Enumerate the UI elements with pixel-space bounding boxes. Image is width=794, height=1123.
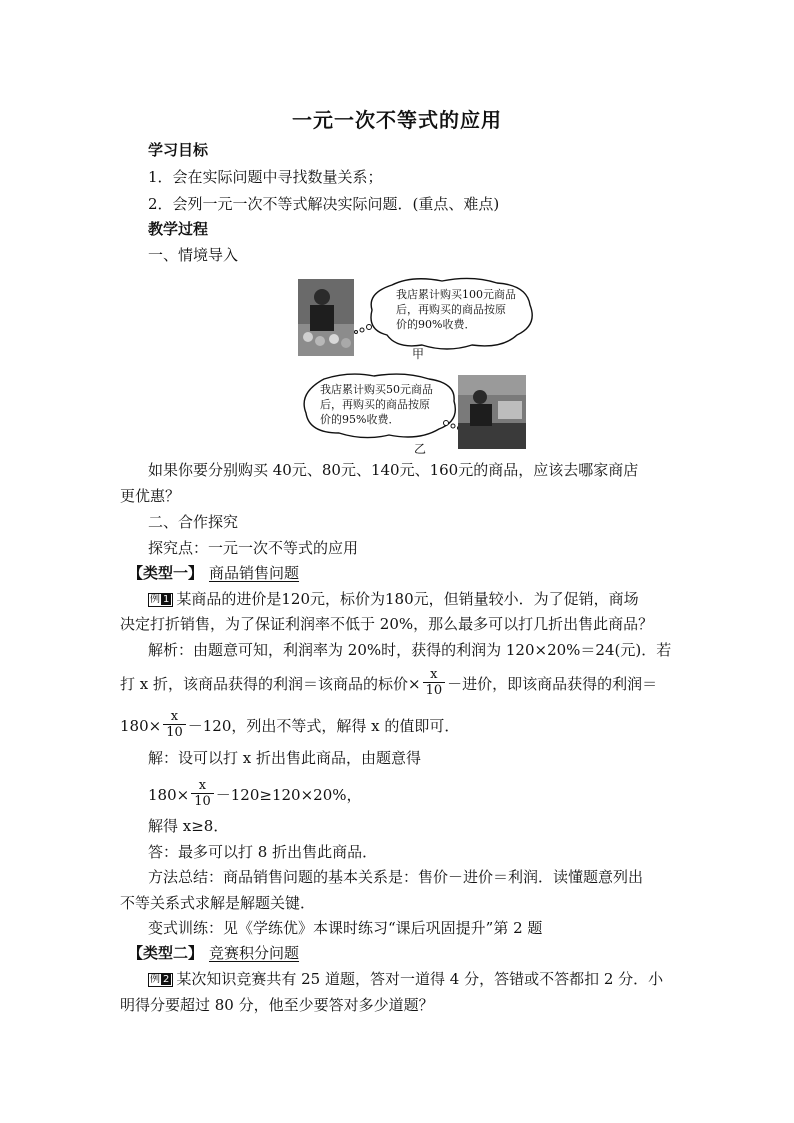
- solution-line-1: 解：设可以打 x 折出售此商品，由题意得: [148, 749, 421, 767]
- section-2-heading: 二、合作探究: [148, 513, 239, 531]
- analysis-line-3: 180× $\frac{x}{10}$ －120，列出不等式，解得 x 的值即可．: [120, 709, 460, 740]
- example-2-line-2: 明得分要超过 80 分，他至少要答对多少道题？: [120, 996, 434, 1014]
- solution-line-2: 180× $\frac{x}{10}$ －120≥120×20%，: [148, 778, 362, 809]
- shopkeeper-b-photo: [458, 375, 526, 449]
- bubble-b-line-2: 后，再购买的商品按原: [320, 398, 430, 411]
- bubble-b-line-3: 价的95%收费．: [320, 413, 400, 426]
- fraction-x-over-10: $\frac{x}{10}$: [191, 779, 214, 809]
- bubble-a-line-1: 我店累计购买100元商品: [396, 288, 516, 301]
- scenario-illustration: [290, 275, 540, 455]
- example-1-badge: 例 1: [148, 593, 173, 607]
- goals-heading: 学习目标: [148, 141, 209, 159]
- bubble-a-line-3: 价的90%收费．: [396, 318, 476, 331]
- shopkeeper-a-photo: [298, 279, 354, 356]
- practice-line: 变式训练：见《学练优》本课时练习“课后巩固提升”第 2 题: [148, 919, 543, 937]
- answer-line: 答：最多可以打 8 折出售此商品．: [148, 843, 378, 861]
- type-2-name: 竞赛积分问题: [209, 944, 300, 962]
- fraction-x-over-10: $\frac{x}{10}$: [163, 710, 186, 740]
- fraction-x-over-10: $\frac{x}{10}$: [423, 668, 446, 698]
- type-1-heading: [128, 563, 299, 583]
- analysis-line-2: 打 x 折，该商品获得的利润＝该商品的标价× $\frac{x}{10}$ －进价，即该商品获得的利润＝: [120, 667, 658, 698]
- intro-question-line-1: 如果你要分别购买 40元、80元、140元、160元的商品，应该去哪家商店: [148, 461, 639, 479]
- solution-line-3: 解得 x≥8．: [148, 817, 229, 835]
- explore-point: 探究点：一元一次不等式的应用: [148, 539, 359, 557]
- example-2-badge: 例 2: [148, 973, 173, 987]
- example-2-line-1: 例 2 某次知识竞赛共有 25 道题，答对一道得 4 分，答错或不答都扣 2 分．小: [150, 970, 664, 988]
- example-1-line-1: 例 1 某商品的进价是120元，标价为180元，但销量较小．为了促销，商场: [150, 590, 639, 608]
- method-summary-line-1: 方法总结：商品销售问题的基本关系是：售价－进价＝利润．读懂题意列出: [148, 868, 644, 886]
- bubble-b-line-1: 我店累计购买50元商品: [320, 383, 433, 396]
- goal-item-2: 2．会列一元一次不等式解决实际问题．(重点、难点): [148, 195, 500, 213]
- type-2-heading: [128, 943, 299, 963]
- type-1-name: 商品销售问题: [209, 564, 300, 582]
- intro-question-line-2: 更优惠？: [120, 487, 181, 505]
- type-2-bracket: 【类型二】: [128, 944, 204, 962]
- type-1-bracket: 【类型一】: [128, 564, 204, 582]
- method-summary-line-2: 不等关系式求解是解题关键．: [120, 894, 316, 912]
- goal-item-1: 1．会在实际问题中寻找数量关系；: [148, 168, 383, 186]
- section-1-heading: 一、情境导入: [148, 246, 239, 264]
- bubble-a-line-2: 后，再购买的商品按原: [396, 303, 506, 316]
- page-title: 一元一次不等式的应用: [292, 108, 502, 132]
- process-heading: 教学过程: [148, 220, 209, 238]
- shop-a-label: 甲: [412, 347, 425, 361]
- analysis-line-1: 解析：由题意可知，利润率为 20%时，获得的利润为 120×20%＝24(元)．若: [148, 641, 672, 659]
- example-1-line-2: 决定打折销售，为了保证利润率不低于 20%，那么最多可以打几折出售此商品？: [120, 615, 654, 633]
- shop-b-label: 乙: [414, 442, 427, 456]
